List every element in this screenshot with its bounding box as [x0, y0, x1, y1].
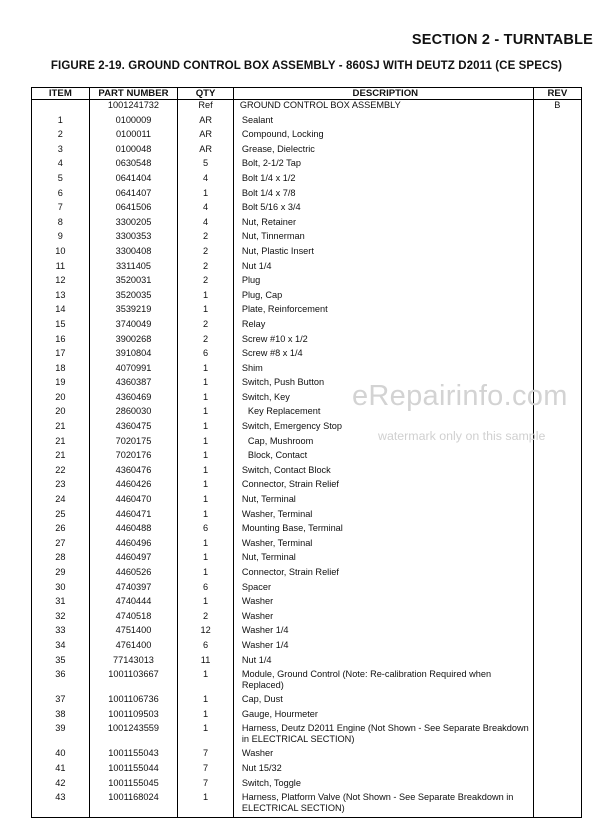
cell-item: 34 [32, 640, 90, 655]
cell-description: Cap, Dust [233, 694, 533, 709]
cell-rev [533, 363, 581, 378]
cell-item: 1 [32, 115, 90, 130]
cell-description: Sealant [233, 115, 533, 130]
cell-qty: AR [178, 144, 234, 159]
cell-item: 31 [32, 596, 90, 611]
cell-part-number: 3311405 [89, 261, 178, 276]
cell-rev [533, 129, 581, 144]
cell-part-number: 4740518 [89, 611, 178, 626]
cell-item: 2 [32, 129, 90, 144]
cell-qty: 2 [178, 275, 234, 290]
cell-qty: 7 [178, 763, 234, 778]
cell-rev [533, 144, 581, 159]
watermark-brand: eRepairinfo.com [352, 380, 568, 412]
cell-part-number: 77143013 [89, 655, 178, 670]
cell-qty: 5 [178, 158, 234, 173]
cell-rev [533, 334, 581, 349]
table-row [32, 158, 582, 173]
cell-part-number: 3520035 [89, 290, 178, 305]
cell-rev [533, 669, 581, 694]
cell-rev [533, 709, 581, 724]
cell-part-number: 7020176 [89, 450, 178, 465]
cell-qty: 2 [178, 231, 234, 246]
cell-item: 29 [32, 567, 90, 582]
cell-part-number: 0100011 [89, 129, 178, 144]
cell-qty: Ref [178, 100, 234, 115]
cell-description: Washer, Terminal [233, 538, 533, 553]
table-row [32, 778, 582, 793]
cell-part-number: 4460497 [89, 552, 178, 567]
cell-item: 24 [32, 494, 90, 509]
cell-part-number: 1001168024 [89, 792, 178, 818]
cell-description: Nut, Terminal [233, 552, 533, 567]
cell-part-number: 0100048 [89, 144, 178, 159]
cell-description: Relay [233, 319, 533, 334]
cell-description: Switch, Key [233, 392, 533, 407]
cell-description: Nut, Plastic Insert [233, 246, 533, 261]
cell-description: Switch, Contact Block [233, 465, 533, 480]
cell-qty: 4 [178, 173, 234, 188]
cell-description: Gauge, Hourmeter [233, 709, 533, 724]
cell-rev [533, 655, 581, 670]
cell-rev [533, 465, 581, 480]
col-header-item: ITEM [32, 88, 90, 100]
cell-qty: 1 [178, 421, 234, 436]
cell-qty: 1 [178, 552, 234, 567]
cell-item: 3 [32, 144, 90, 159]
cell-rev [533, 406, 581, 421]
table-row [32, 509, 582, 524]
cell-part-number: 4460471 [89, 509, 178, 524]
cell-description: Block, Contact [233, 450, 533, 465]
cell-part-number: 4460496 [89, 538, 178, 553]
cell-rev [533, 158, 581, 173]
cell-part-number: 4740397 [89, 582, 178, 597]
cell-rev: B [533, 100, 581, 115]
table-header-row [32, 88, 582, 100]
cell-part-number: 4360387 [89, 377, 178, 392]
col-header-part-number: PART NUMBER [89, 88, 178, 100]
cell-part-number: 3300205 [89, 217, 178, 232]
cell-rev [533, 217, 581, 232]
table-row [32, 596, 582, 611]
cell-description: Plate, Reinforcement [233, 304, 533, 319]
cell-part-number: 7020175 [89, 436, 178, 451]
cell-part-number: 3900268 [89, 334, 178, 349]
cell-qty: 1 [178, 304, 234, 319]
cell-rev [533, 377, 581, 392]
cell-rev [533, 188, 581, 203]
cell-item: 43 [32, 792, 90, 818]
cell-item: 7 [32, 202, 90, 217]
table-row [32, 261, 582, 276]
table-row [32, 582, 582, 597]
cell-description: Grease, Dielectric [233, 144, 533, 159]
table-row [32, 523, 582, 538]
table-row [32, 669, 582, 694]
cell-item: 40 [32, 748, 90, 763]
table-row [32, 246, 582, 261]
cell-rev [533, 290, 581, 305]
cell-qty: 7 [178, 748, 234, 763]
cell-description: Nut, Tinnerman [233, 231, 533, 246]
cell-rev [533, 509, 581, 524]
parts-table-body [32, 100, 582, 818]
cell-rev [533, 202, 581, 217]
cell-rev [533, 748, 581, 763]
cell-qty: 2 [178, 261, 234, 276]
cell-part-number: 4761400 [89, 640, 178, 655]
figure-title: FIGURE 2-19. GROUND CONTROL BOX ASSEMBLY - 860SJ WITH DEUTZ D2011 (CE SPECS) [50, 60, 563, 72]
cell-item: 30 [32, 582, 90, 597]
cell-part-number: 1001106736 [89, 694, 178, 709]
table-row [32, 694, 582, 709]
cell-qty: 1 [178, 494, 234, 509]
cell-qty: 1 [178, 290, 234, 305]
cell-description: Nut, Retainer [233, 217, 533, 232]
cell-part-number: 4740444 [89, 596, 178, 611]
table-row [32, 625, 582, 640]
cell-qty: 1 [178, 188, 234, 203]
cell-part-number: 4460488 [89, 523, 178, 538]
table-row [32, 611, 582, 626]
cell-rev [533, 792, 581, 818]
table-row [32, 275, 582, 290]
cell-item: 27 [32, 538, 90, 553]
cell-description: Nut, Terminal [233, 494, 533, 509]
cell-item: 21 [32, 436, 90, 451]
cell-description: Connector, Strain Relief [233, 479, 533, 494]
table-row [32, 217, 582, 232]
cell-qty: 1 [178, 792, 234, 818]
cell-qty: 1 [178, 596, 234, 611]
cell-description: Cap, Mushroom [233, 436, 533, 451]
table-row [32, 377, 582, 392]
table-row [32, 392, 582, 407]
table-row [32, 450, 582, 465]
cell-rev [533, 763, 581, 778]
cell-rev [533, 275, 581, 290]
cell-qty: 1 [178, 694, 234, 709]
cell-qty: 1 [178, 509, 234, 524]
cell-part-number: 1001155045 [89, 778, 178, 793]
cell-rev [533, 611, 581, 626]
cell-part-number: 4460470 [89, 494, 178, 509]
cell-item: 20 [32, 392, 90, 407]
cell-rev [533, 523, 581, 538]
cell-rev [533, 723, 581, 748]
cell-description: Switch, Push Button [233, 377, 533, 392]
cell-description: Washer 1/4 [233, 625, 533, 640]
cell-part-number: 4360476 [89, 465, 178, 480]
cell-part-number: 4460526 [89, 567, 178, 582]
cell-qty: 1 [178, 377, 234, 392]
cell-qty: 1 [178, 436, 234, 451]
cell-item: 12 [32, 275, 90, 290]
table-row [32, 421, 582, 436]
table-row [32, 436, 582, 451]
cell-item: 21 [32, 450, 90, 465]
cell-item: 9 [32, 231, 90, 246]
cell-description: Nut 1/4 [233, 655, 533, 670]
cell-description: Harness, Platform Valve (Not Shown - See Separate Breakdown in ELECTRICAL SECTION) [233, 792, 533, 818]
cell-item: 35 [32, 655, 90, 670]
cell-part-number: 3539219 [89, 304, 178, 319]
cell-description: Mounting Base, Terminal [233, 523, 533, 538]
col-header-qty: QTY [178, 88, 234, 100]
cell-qty: 1 [178, 465, 234, 480]
table-row [32, 494, 582, 509]
cell-item: 20 [32, 406, 90, 421]
cell-qty: 1 [178, 479, 234, 494]
table-row [32, 363, 582, 378]
cell-description: Nut 1/4 [233, 261, 533, 276]
cell-item: 15 [32, 319, 90, 334]
cell-item: 21 [32, 421, 90, 436]
cell-item: 39 [32, 723, 90, 748]
cell-item: 18 [32, 363, 90, 378]
cell-description: Plug [233, 275, 533, 290]
cell-part-number: 1001103667 [89, 669, 178, 694]
table-row [32, 319, 582, 334]
cell-part-number: 2860030 [89, 406, 178, 421]
cell-rev [533, 450, 581, 465]
cell-qty: 2 [178, 246, 234, 261]
cell-part-number: 4360469 [89, 392, 178, 407]
cell-qty: 4 [178, 202, 234, 217]
cell-description: Washer [233, 611, 533, 626]
cell-item: 28 [32, 552, 90, 567]
cell-qty: AR [178, 129, 234, 144]
cell-item: 6 [32, 188, 90, 203]
cell-item: 5 [32, 173, 90, 188]
table-row [32, 173, 582, 188]
table-row [32, 304, 582, 319]
table-row [32, 763, 582, 778]
cell-description: Module, Ground Control (Note: Re-calibration Required when Replaced) [233, 669, 533, 694]
cell-qty: 1 [178, 669, 234, 694]
cell-description: Screw #10 x 1/2 [233, 334, 533, 349]
watermark-note: watermark only on this sample [378, 429, 546, 443]
cell-item: 26 [32, 523, 90, 538]
cell-part-number: 1001241732 [89, 100, 178, 115]
cell-description: Washer [233, 748, 533, 763]
table-row [32, 640, 582, 655]
cell-qty: 1 [178, 450, 234, 465]
cell-rev [533, 319, 581, 334]
cell-qty: 2 [178, 611, 234, 626]
cell-rev [533, 640, 581, 655]
cell-item: 32 [32, 611, 90, 626]
cell-item: 36 [32, 669, 90, 694]
table-row [32, 792, 582, 818]
cell-part-number: 0641506 [89, 202, 178, 217]
table-row [32, 334, 582, 349]
cell-rev [533, 778, 581, 793]
table-row [32, 202, 582, 217]
cell-item: 13 [32, 290, 90, 305]
cell-qty: 6 [178, 348, 234, 363]
cell-item: 38 [32, 709, 90, 724]
table-row [32, 406, 582, 421]
cell-part-number: 3910804 [89, 348, 178, 363]
cell-item: 41 [32, 763, 90, 778]
table-row [32, 100, 582, 115]
table-row [32, 479, 582, 494]
cell-qty: 1 [178, 709, 234, 724]
cell-description: Bolt 5/16 x 3/4 [233, 202, 533, 217]
cell-rev [533, 625, 581, 640]
table-row [32, 655, 582, 670]
cell-qty: 1 [178, 392, 234, 407]
cell-part-number: 1001243559 [89, 723, 178, 748]
cell-part-number: 0630548 [89, 158, 178, 173]
table-row [32, 748, 582, 763]
cell-item: 37 [32, 694, 90, 709]
cell-qty: 1 [178, 363, 234, 378]
cell-item: 8 [32, 217, 90, 232]
cell-part-number: 3740049 [89, 319, 178, 334]
cell-description: Switch, Emergency Stop [233, 421, 533, 436]
cell-item: 33 [32, 625, 90, 640]
cell-part-number: 1001109503 [89, 709, 178, 724]
cell-qty: 2 [178, 319, 234, 334]
cell-part-number: 0641404 [89, 173, 178, 188]
cell-rev [533, 304, 581, 319]
cell-description: Compound, Locking [233, 129, 533, 144]
cell-description: Washer, Terminal [233, 509, 533, 524]
cell-part-number: 3300408 [89, 246, 178, 261]
table-row [32, 538, 582, 553]
cell-description: Bolt, 2-1/2 Tap [233, 158, 533, 173]
table-row [32, 129, 582, 144]
cell-rev [533, 348, 581, 363]
cell-qty: 1 [178, 406, 234, 421]
cell-description: Bolt 1/4 x 1/2 [233, 173, 533, 188]
cell-part-number: 4751400 [89, 625, 178, 640]
cell-qty: 7 [178, 778, 234, 793]
cell-rev [533, 173, 581, 188]
parts-table [31, 87, 582, 818]
cell-part-number: 3520031 [89, 275, 178, 290]
cell-rev [533, 596, 581, 611]
table-row [32, 290, 582, 305]
table-row [32, 231, 582, 246]
cell-qty: 6 [178, 640, 234, 655]
cell-rev [533, 567, 581, 582]
cell-rev [533, 421, 581, 436]
cell-rev [533, 479, 581, 494]
cell-description: GROUND CONTROL BOX ASSEMBLY [233, 100, 533, 115]
table-row [32, 144, 582, 159]
cell-qty: 6 [178, 582, 234, 597]
cell-item: 11 [32, 261, 90, 276]
cell-part-number: 0641407 [89, 188, 178, 203]
cell-description: Nut 15/32 [233, 763, 533, 778]
cell-part-number: 1001155044 [89, 763, 178, 778]
cell-description: Spacer [233, 582, 533, 597]
cell-item: 14 [32, 304, 90, 319]
table-row [32, 115, 582, 130]
cell-qty: 4 [178, 217, 234, 232]
cell-rev [533, 261, 581, 276]
col-header-rev: REV [533, 88, 581, 100]
col-header-description: DESCRIPTION [233, 88, 533, 100]
cell-item: 22 [32, 465, 90, 480]
cell-part-number: 4360475 [89, 421, 178, 436]
cell-rev [533, 436, 581, 451]
cell-description: Key Replacement [233, 406, 533, 421]
cell-rev [533, 392, 581, 407]
cell-description: Bolt 1/4 x 7/8 [233, 188, 533, 203]
cell-description: Shim [233, 363, 533, 378]
cell-item: 17 [32, 348, 90, 363]
cell-qty: 1 [178, 723, 234, 748]
cell-rev [533, 552, 581, 567]
cell-item: 19 [32, 377, 90, 392]
cell-description: Connector, Strain Relief [233, 567, 533, 582]
cell-part-number: 3300353 [89, 231, 178, 246]
cell-rev [533, 115, 581, 130]
cell-qty: 2 [178, 334, 234, 349]
cell-part-number: 4460426 [89, 479, 178, 494]
section-title: SECTION 2 - TURNTABLE [411, 32, 593, 48]
cell-description: Switch, Toggle [233, 778, 533, 793]
cell-description: Plug, Cap [233, 290, 533, 305]
cell-description: Screw #8 x 1/4 [233, 348, 533, 363]
cell-rev [533, 694, 581, 709]
cell-rev [533, 538, 581, 553]
table-row [32, 709, 582, 724]
cell-part-number: 0100009 [89, 115, 178, 130]
cell-rev [533, 582, 581, 597]
cell-item: 23 [32, 479, 90, 494]
cell-part-number: 1001155043 [89, 748, 178, 763]
cell-qty: 12 [178, 625, 234, 640]
cell-qty: AR [178, 115, 234, 130]
cell-item: 10 [32, 246, 90, 261]
table-row [32, 552, 582, 567]
cell-part-number: 4070991 [89, 363, 178, 378]
cell-rev [533, 231, 581, 246]
cell-qty: 1 [178, 538, 234, 553]
table-row [32, 723, 582, 748]
cell-item: 25 [32, 509, 90, 524]
cell-qty: 11 [178, 655, 234, 670]
cell-qty: 1 [178, 567, 234, 582]
cell-qty: 6 [178, 523, 234, 538]
cell-description: Washer [233, 596, 533, 611]
cell-item: 4 [32, 158, 90, 173]
cell-item [32, 100, 90, 115]
cell-description: Washer 1/4 [233, 640, 533, 655]
cell-rev [533, 246, 581, 261]
cell-item: 16 [32, 334, 90, 349]
table-row [32, 567, 582, 582]
cell-item: 42 [32, 778, 90, 793]
table-row [32, 188, 582, 203]
table-row [32, 348, 582, 363]
cell-rev [533, 494, 581, 509]
table-row [32, 465, 582, 480]
cell-description: Harness, Deutz D2011 Engine (Not Shown - See Separate Breakdown in ELECTRICAL SECTION) [233, 723, 533, 748]
